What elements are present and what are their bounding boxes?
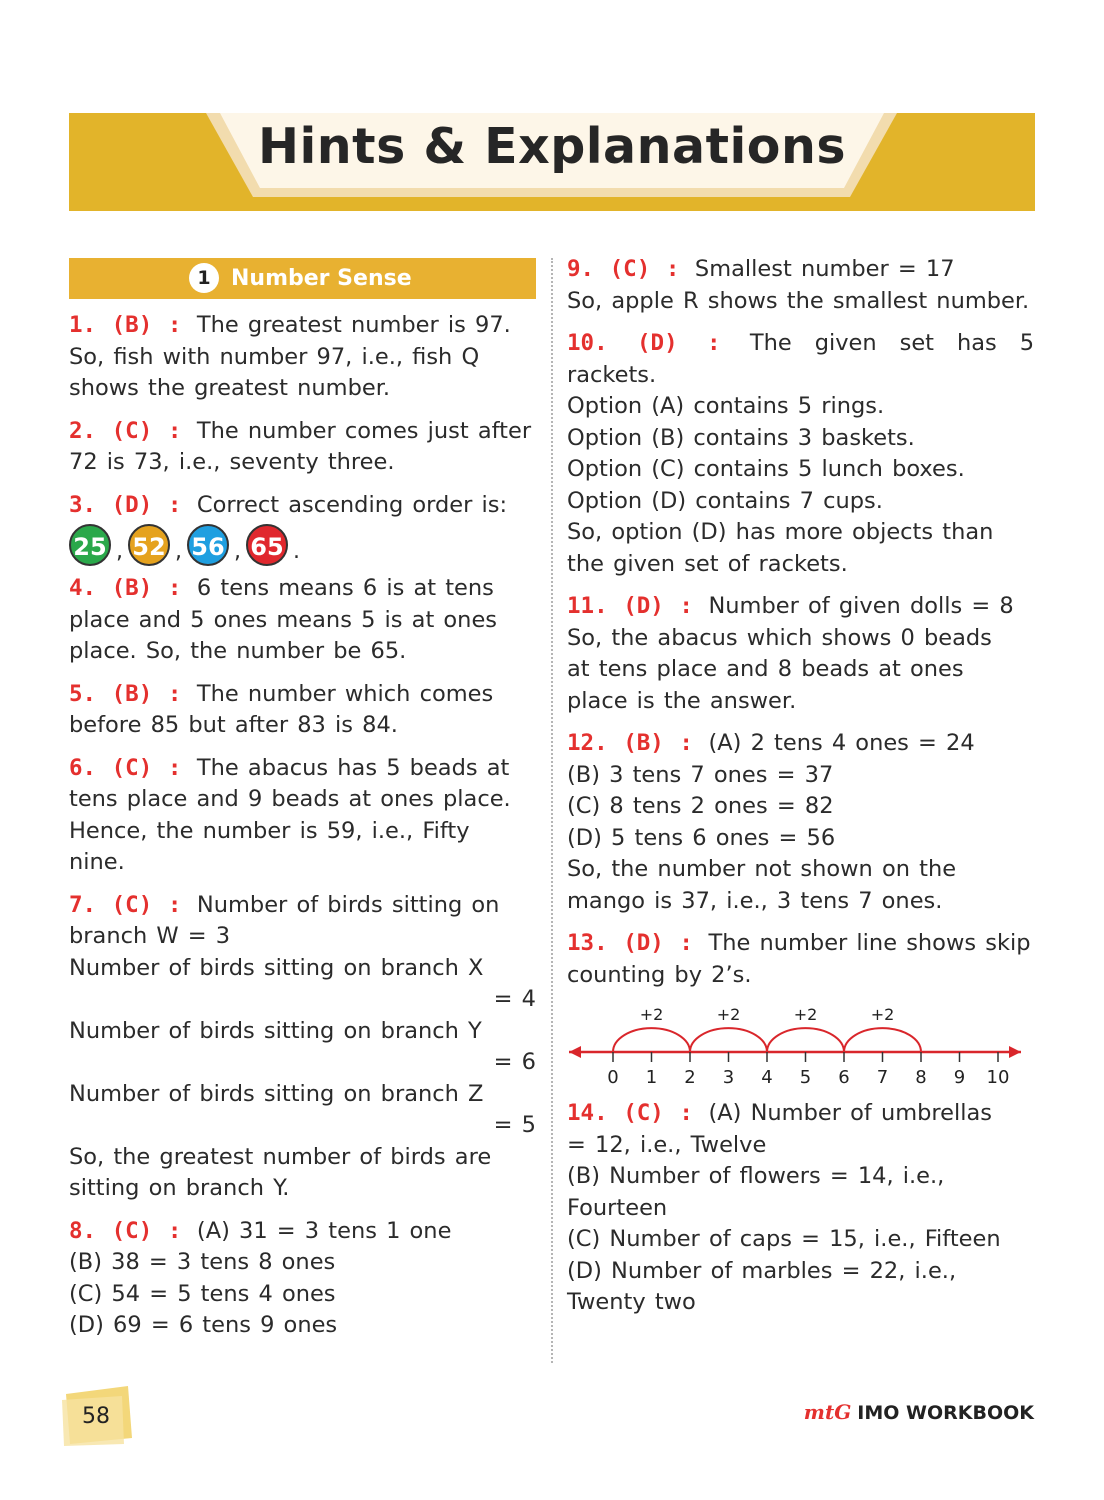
question-number: 5. bbox=[69, 680, 112, 707]
answer-key: (B) bbox=[111, 312, 153, 338]
answer-line bbox=[69, 847, 536, 879]
line-text: place and 5 ones means 5 is at ones bbox=[69, 606, 498, 633]
question-number: 13. bbox=[567, 930, 624, 956]
brand-logo: mtG bbox=[803, 1400, 852, 1424]
line-text: branch W = 3 bbox=[69, 923, 231, 949]
line-text: = 4 bbox=[493, 986, 536, 1012]
answer-line: 11. (D) : Number of given dolls = 8 bbox=[567, 593, 1014, 619]
answer-key: (B) bbox=[623, 730, 664, 756]
answer-line bbox=[69, 984, 536, 1016]
line-text: = 6 bbox=[493, 1049, 536, 1075]
line-text: So, fish with number 97, i.e., fish Q bbox=[69, 343, 480, 370]
line-text: Option (C) contains 5 lunch boxes. bbox=[567, 456, 965, 482]
jump-label: +2 bbox=[870, 1005, 895, 1025]
answer-key: (C) bbox=[111, 891, 153, 918]
line-text: 6 tens means 6 is at tens bbox=[196, 575, 494, 601]
question-number: 6. bbox=[69, 754, 112, 781]
answer-line bbox=[69, 373, 536, 405]
answer-line: 5. (B) : The number which comes bbox=[69, 680, 494, 707]
line-text: Number of birds sitting on branch X bbox=[69, 954, 484, 981]
answer-line bbox=[69, 1142, 536, 1174]
question-number: 8. bbox=[69, 1217, 112, 1244]
answer-key: (D) bbox=[637, 330, 678, 356]
answer-line bbox=[69, 447, 536, 479]
line-text: (D) Number of marbles = 22, i.e., bbox=[567, 1257, 957, 1284]
answer-line bbox=[567, 1130, 1034, 1162]
tick-label: 1 bbox=[645, 1067, 658, 1088]
page-number-badge bbox=[62, 1384, 134, 1448]
answer-line bbox=[69, 784, 536, 816]
line-text: Number of given dolls = 8 bbox=[708, 593, 1014, 619]
line-text: the given set of rackets. bbox=[567, 550, 848, 577]
page-title: Hints & Explanations bbox=[257, 118, 847, 175]
answer-key: (C) bbox=[609, 256, 651, 282]
number-circle: 25 bbox=[69, 524, 111, 566]
answer-line bbox=[69, 816, 536, 848]
answer-line: 2. (C) : The number comes just after bbox=[69, 417, 532, 444]
line-text: Smallest number = 17 bbox=[694, 256, 955, 282]
answer-line: 12. (B) : (A) 2 tens 4 ones = 24 bbox=[567, 730, 975, 756]
line-text: 72 is 73, i.e., seventy three. bbox=[69, 449, 395, 475]
line-text: sitting on branch Y. bbox=[69, 1175, 290, 1201]
line-text: Option (B) contains 3 baskets. bbox=[567, 424, 915, 451]
tick-label: 2 bbox=[684, 1067, 696, 1088]
line-text: (B) Number of flowers = 14, i.e., bbox=[567, 1163, 945, 1189]
tick-label: 4 bbox=[761, 1067, 773, 1088]
line-text: Number of birds sitting on branch Z bbox=[69, 1080, 484, 1107]
line-text: (A) 31 = 3 tens 1 one bbox=[196, 1217, 452, 1244]
line-text: The number comes just after bbox=[196, 417, 532, 444]
answer-key: (C) bbox=[111, 754, 153, 781]
answer-line bbox=[567, 286, 1034, 318]
question-13 bbox=[567, 928, 1034, 991]
column-divider bbox=[551, 258, 553, 1363]
question-number: 7. bbox=[69, 891, 112, 918]
number-circle: 65 bbox=[246, 524, 288, 566]
jump-label: +2 bbox=[639, 1005, 664, 1025]
answer-line bbox=[69, 342, 536, 374]
line-text: (C) 54 = 5 tens 4 ones bbox=[69, 1280, 336, 1307]
answer-line bbox=[69, 1173, 536, 1205]
answer-line bbox=[69, 636, 536, 668]
line-text: The greatest number is 97. bbox=[196, 312, 511, 338]
line-text: (B) 38 = 3 tens 8 ones bbox=[69, 1249, 336, 1275]
number-line bbox=[561, 1002, 1031, 1094]
line-text: place. So, the number be 65. bbox=[69, 638, 407, 664]
tick-label: 9 bbox=[953, 1067, 966, 1088]
question-number: 14. bbox=[567, 1100, 624, 1126]
line-text: Fourteen bbox=[567, 1194, 668, 1221]
line-text: Option (A) contains 5 rings. bbox=[567, 393, 885, 419]
answer-line bbox=[567, 517, 1034, 549]
jump-arc bbox=[844, 1028, 921, 1052]
jump-arc bbox=[613, 1028, 690, 1052]
question-3 bbox=[69, 490, 536, 522]
answer-line bbox=[69, 710, 536, 742]
answer-line bbox=[567, 686, 1034, 718]
question-number: 12. bbox=[567, 730, 624, 756]
line-text: Correct ascending order is: bbox=[196, 491, 508, 518]
answer-line bbox=[567, 549, 1034, 581]
question-1 bbox=[69, 310, 536, 405]
question-7 bbox=[69, 890, 536, 1205]
answer-line bbox=[567, 1256, 1034, 1288]
answer-line: 1. (B) : The greatest number is 97. bbox=[69, 312, 511, 338]
line-text: (B) 3 tens 7 ones = 37 bbox=[567, 761, 834, 788]
answer-line bbox=[567, 960, 1034, 992]
answer-line bbox=[69, 1079, 536, 1111]
line-text: tens place and 9 beads at ones place. bbox=[69, 786, 511, 812]
question-10 bbox=[567, 328, 1034, 580]
answer-line bbox=[567, 623, 1034, 655]
line-text: nine. bbox=[69, 849, 125, 875]
line-text: The given set has 5 rackets. bbox=[567, 330, 1035, 388]
answer-line: 14. (C) : (A) Number of umbrellas bbox=[567, 1100, 993, 1126]
question-11 bbox=[567, 591, 1034, 717]
answer-line bbox=[69, 1310, 536, 1342]
line-text: So, the abacus which shows 0 beads bbox=[567, 624, 992, 651]
line-text: Option (D) contains 7 cups. bbox=[567, 487, 883, 514]
line-text: The number which comes bbox=[196, 680, 494, 707]
answer-line bbox=[567, 486, 1034, 518]
tick-label: 10 bbox=[986, 1067, 1010, 1088]
question-5 bbox=[69, 679, 536, 742]
answer-line bbox=[567, 760, 1034, 792]
line-text: at tens place and 8 beads at ones bbox=[567, 656, 964, 682]
line-text: shows the greatest number. bbox=[69, 375, 391, 401]
answer-key: (C) bbox=[623, 1100, 664, 1126]
answer-line: 13. (D) : The number line shows skip bbox=[567, 930, 1031, 956]
jump-arc bbox=[690, 1028, 767, 1052]
line-text: Number of birds sitting on bbox=[196, 891, 500, 918]
line-text: = 5 bbox=[493, 1112, 536, 1138]
question-number: 2. bbox=[69, 417, 112, 444]
answer-line: 10. (D) : The given set has 5 rackets. bbox=[567, 330, 1035, 388]
question-4 bbox=[69, 573, 536, 668]
answer-line bbox=[567, 886, 1034, 918]
number-circle: 56 bbox=[187, 524, 229, 566]
tick-label: 0 bbox=[607, 1067, 619, 1088]
answer-line bbox=[567, 791, 1034, 823]
answer-line bbox=[567, 423, 1034, 455]
line-text: before 85 but after 83 is 84. bbox=[69, 712, 398, 738]
jump-label: +2 bbox=[793, 1005, 818, 1025]
answer-line bbox=[567, 1287, 1034, 1319]
answer-line bbox=[69, 1279, 536, 1311]
arrow-head bbox=[1009, 1046, 1021, 1058]
line-text: Twenty two bbox=[567, 1289, 696, 1315]
line-text: (D) 5 tens 6 ones = 56 bbox=[567, 824, 836, 851]
answer-key: (B) bbox=[111, 575, 153, 601]
question-number: 10. bbox=[567, 330, 637, 356]
section-number: 1 bbox=[189, 263, 219, 293]
question-number: 4. bbox=[69, 575, 112, 601]
line-text: Hence, the number is 59, i.e., Fifty bbox=[69, 817, 470, 844]
answer-line: 6. (C) : The abacus has 5 beads at bbox=[69, 754, 510, 781]
tick-label: 8 bbox=[915, 1067, 927, 1088]
line-text: Number of birds sitting on branch Y bbox=[69, 1017, 482, 1044]
line-text: The abacus has 5 beads at bbox=[196, 754, 510, 781]
answer-line: 9. (C) : Smallest number = 17 bbox=[567, 256, 955, 282]
ascending-order-circles: 25 , 52 , 56 , 65 . bbox=[69, 523, 536, 567]
question-number: 1. bbox=[69, 312, 112, 338]
question-14 bbox=[567, 1098, 1034, 1319]
section-header bbox=[69, 258, 536, 299]
answer-line bbox=[567, 1193, 1034, 1225]
tick-label: 3 bbox=[722, 1067, 735, 1088]
answer-line bbox=[69, 1247, 536, 1279]
answer-line: 7. (C) : Number of birds sitting on bbox=[69, 891, 500, 918]
answer-key: (D) bbox=[623, 593, 664, 619]
left-column bbox=[69, 310, 536, 1353]
right-column bbox=[567, 254, 1034, 1330]
question-number: 9. bbox=[567, 256, 610, 282]
tick-label: 6 bbox=[838, 1067, 850, 1088]
footer-brand bbox=[804, 1400, 1034, 1424]
tick-label: 5 bbox=[799, 1067, 812, 1088]
tick-label: 7 bbox=[876, 1067, 889, 1088]
answer-line bbox=[567, 823, 1034, 855]
line-text: So, apple R shows the smallest number. bbox=[567, 287, 1030, 314]
line-text: The number line shows skip bbox=[708, 930, 1031, 956]
question-12 bbox=[567, 728, 1034, 917]
arrow-head bbox=[569, 1046, 581, 1058]
line-text: So, option (D) has more objects than bbox=[567, 519, 994, 545]
answer-line bbox=[69, 921, 536, 953]
answer-line bbox=[69, 1047, 536, 1079]
answer-line bbox=[567, 1161, 1034, 1193]
answer-line bbox=[69, 953, 536, 985]
answer-line bbox=[69, 1110, 536, 1142]
answer-key: (C) bbox=[111, 1217, 153, 1244]
answer-line bbox=[567, 854, 1034, 886]
line-text: (C) Number of caps = 15, i.e., Fifteen bbox=[567, 1226, 1001, 1252]
jump-arc bbox=[767, 1028, 844, 1052]
question-8 bbox=[69, 1216, 536, 1342]
question-6 bbox=[69, 753, 536, 879]
answer-line bbox=[567, 1224, 1034, 1256]
answer-line bbox=[567, 391, 1034, 423]
line-text: = 12, i.e., Twelve bbox=[567, 1131, 767, 1158]
answer-key: (D) bbox=[623, 930, 664, 956]
line-text: (A) 2 tens 4 ones = 24 bbox=[708, 730, 975, 756]
answer-line: 3. (D) : Correct ascending order is: bbox=[69, 491, 508, 518]
answer-line: 4. (B) : 6 tens means 6 is at tens bbox=[69, 575, 494, 601]
answer-key: (D) bbox=[111, 491, 153, 518]
jump-label: +2 bbox=[716, 1005, 741, 1025]
line-text: So, the greatest number of birds are bbox=[69, 1143, 492, 1170]
answer-line bbox=[69, 1016, 536, 1048]
answer-line bbox=[567, 654, 1034, 686]
answer-line bbox=[69, 605, 536, 637]
line-text: place is the answer. bbox=[567, 687, 797, 714]
line-text: counting by 2’s. bbox=[567, 961, 752, 988]
number-circle: 52 bbox=[128, 524, 170, 566]
line-text: (A) Number of umbrellas bbox=[708, 1100, 993, 1126]
answer-line: 8. (C) : (A) 31 = 3 tens 1 one bbox=[69, 1217, 452, 1244]
section-title: Number Sense bbox=[231, 266, 412, 291]
question-number: 3. bbox=[69, 491, 112, 518]
page-number: 58 bbox=[82, 1404, 110, 1429]
answer-key: (C) bbox=[111, 417, 153, 444]
question-9 bbox=[567, 254, 1034, 317]
answer-line bbox=[567, 454, 1034, 486]
line-text: mango is 37, i.e., 3 tens 7 ones. bbox=[567, 887, 943, 914]
book-title: IMO WORKBOOK bbox=[857, 1402, 1034, 1424]
line-text: (C) 8 tens 2 ones = 82 bbox=[567, 793, 834, 819]
question-number: 11. bbox=[567, 593, 624, 619]
question-2 bbox=[69, 416, 536, 479]
answer-key: (B) bbox=[111, 680, 153, 707]
line-text: (D) 69 = 6 tens 9 ones bbox=[69, 1312, 338, 1338]
line-text: So, the number not shown on the bbox=[567, 856, 957, 882]
